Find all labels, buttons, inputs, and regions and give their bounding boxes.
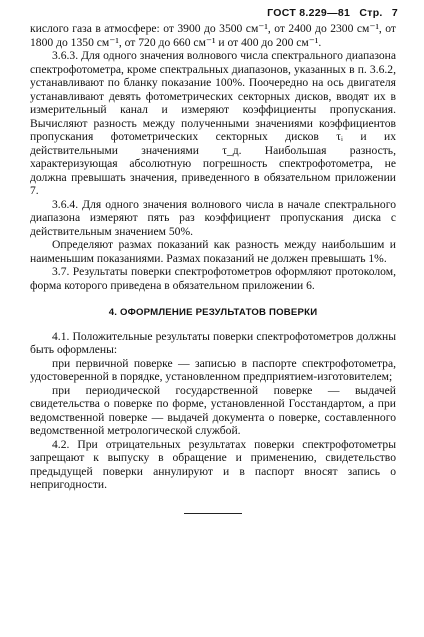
paragraph-primary-verification: при первичной поверке — записью в паспорте спектрофотометра, удостоверенной в порядке, установленном предприятием-изготовителем; [30,356,396,383]
end-rule [184,513,242,514]
paragraph-range: Определяют размах показаний как разность между наибольшим и наименьшим показаниями. Размах показаний не должен превышать 1%. [30,238,396,265]
page-header [267,7,398,19]
paragraph-3-6-3: 3.6.3. Для одного значения волнового числа спектрального диапазона спектрофотометра, кроме спектральных диапазонов, указанных в п. 3.6.2, устанавливают по бланку показание 100%. Поочередно на ось двигателя устанавливают девять фотометрических секторных дисков, вводят их в измерительный канал и измеряют коэффициенты пропускания. Вычисляют разность между полученными значениями коэффициентов пропускания фотометрических секторных дисков τᵢ и их действительными значениями τ_д. Наибольшая разность, характеризующая абсолютную погрешность спектрофотометра, не должна превышать значения, приведенного в обязательном приложении 7. [30,49,396,197]
paragraph-3-7: 3.7. Результаты поверки спектрофотометров оформляют протоколом, форма которого приведена в обязательном приложении 6. [30,265,396,292]
paragraph-continuation: кислого газа в атмосфере: от 3900 до 3500 см⁻¹, от 2400 до 2300 см⁻¹, от 1800 до 1350 см⁻¹, от 720 до 660 см⁻¹ и от 400 до 200 см⁻¹. [30,22,396,49]
section-heading: 4. ОФОРМЛЕНИЕ РЕЗУЛЬТАТОВ ПОВЕРКИ [108,307,318,318]
paragraph-4-2: 4.2. При отрицательных результатах поверки спектрофотометры запрещают к выпуску в обращение и применению, свидетельство предыдущей поверки аннулируют и в паспорт вносят запись о непригодности. [30,437,396,491]
document-body [30,22,396,492]
paragraph-3-6-4: 3.6.4. Для одного значения волнового числа в начале спектрального диапазона измеряют пять раз коэффициент пропускания диска с действительным значением 50%. [30,197,396,238]
page-label: Стр. [359,7,383,19]
page-number: 7 [391,7,398,19]
paragraph-4-1: 4.1. Положительные результаты поверки спектрофотометров должны быть оформлены: [30,329,396,356]
standard-number: ГОСТ 8.229—81 [267,7,351,19]
paragraph-periodic-verification: при периодической государственной поверке — выдачей свидетельства о поверке по форме, установленной Госстандартом, а при ведомственной поверке — выдачей документа о поверке, составленного ведомственной метрологической службой. [30,383,396,437]
